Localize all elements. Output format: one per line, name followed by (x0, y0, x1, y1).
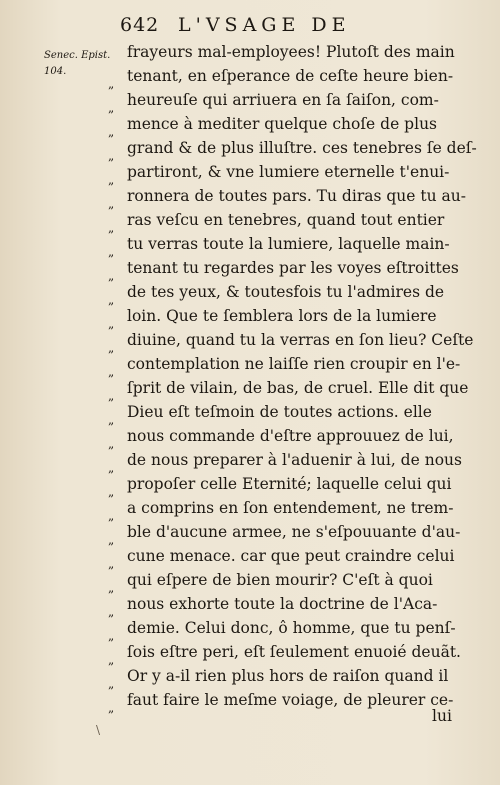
quote-mark: „ (108, 413, 114, 427)
text-line: loin. Que te ſemblera lors de la lumiere (127, 307, 437, 325)
quote-mark: „ (108, 533, 114, 547)
text-line: a comprins en ſon entendement, ne trem- (127, 499, 454, 517)
text-line: tenant tu regardes par les voyes eſtroittes (127, 259, 459, 277)
quote-mark: „ (108, 101, 114, 115)
quote-mark: „ (108, 629, 114, 643)
text-line: de nous preparer à l'aduenir à lui, de nous (127, 451, 462, 469)
text-line: ſois eſtre peri, eſt ſeulement enuoié deuãt. (127, 643, 461, 661)
text-line: faut faire le meſme voiage, de pleurer ce- (127, 691, 454, 709)
quote-mark: „ (108, 485, 114, 499)
text-line: de tes yeux, & toutesfois tu l'admires de (127, 283, 445, 301)
text-line: cune menace. car que peut craindre celui (127, 547, 455, 565)
page-header (120, 14, 480, 40)
quote-mark: „ (108, 557, 114, 571)
quote-mark: „ (108, 173, 114, 187)
quote-mark: „ (108, 317, 114, 331)
running-head: L'VSAGE DE (178, 14, 351, 36)
text-line: tu verras toute la lumiere, laquelle main- (127, 235, 450, 253)
quote-mark: „ (108, 677, 114, 691)
quote-mark: „ (108, 437, 114, 451)
page-number: 642 (120, 14, 160, 36)
quote-mark: „ (108, 509, 114, 523)
text-line: contemplation ne laiſſe rien croupir en l'e- (127, 355, 461, 373)
margin-note (44, 48, 110, 80)
text-line: diuine, quand tu la verras en ſon lieu? Ceſte (127, 331, 474, 349)
quote-mark: „ (108, 581, 114, 595)
text-line: nous exhorte toute la doctrine de l'Aca- (127, 595, 438, 613)
text-line: ble d'aucune armee, ne s'eſpouuante d'au- (127, 523, 461, 541)
text-line: partiront, & vne lumiere eternelle t'enui- (127, 163, 450, 181)
quote-mark: „ (108, 653, 114, 667)
margin-note-number: 104. (44, 66, 67, 77)
text-line: demie. Celui donc, ô homme, que tu penſ- (127, 619, 456, 637)
quote-mark: „ (108, 365, 114, 379)
quote-mark: „ (108, 701, 114, 715)
text-line: Or y a-il rien plus hors de raiſon quand il (127, 667, 449, 685)
text-line: heureuſe qui arriuera en ſa ſaiſon, com- (127, 91, 439, 109)
margin-note-source: Senec. Epist. (44, 50, 111, 61)
quote-mark: „ (108, 197, 114, 211)
quote-mark: „ (108, 77, 114, 91)
text-line: propoſer celle Eternité; laquelle celui qui (127, 475, 452, 493)
text-line: frayeurs mal-employees! Plutoſt des main (127, 43, 455, 61)
quote-mark: „ (108, 293, 114, 307)
text-line: ſprit de vilain, de bas, de cruel. Elle dit que (127, 379, 469, 397)
text-line: qui eſpere de bien mourir? C'eſt à quoi (127, 571, 433, 589)
quote-mark: „ (108, 125, 114, 139)
stray-ink-mark: \ (96, 723, 101, 737)
quote-mark: „ (108, 341, 114, 355)
text-line: ronnera de toutes pars. Tu diras que tu au- (127, 187, 466, 205)
text-line: ras veſcu en tenebres, quand tout entier (127, 211, 445, 229)
quote-mark: „ (108, 245, 114, 259)
quote-mark: „ (108, 605, 114, 619)
quote-mark: „ (108, 389, 114, 403)
quote-mark: „ (108, 149, 114, 163)
text-line: tenant, en eſperance de ceſte heure bien- (127, 67, 454, 85)
quote-mark: „ (108, 269, 114, 283)
text-line: nous commande d'eſtre approuuez de lui, (127, 427, 454, 445)
text-line: Dieu eſt teſmoin de toutes actions. elle (127, 403, 432, 421)
text-line: grand & de plus illuſtre. ces tenebres ſe deſ- (127, 139, 477, 157)
quote-mark: „ (108, 221, 114, 235)
text-line: mence à mediter quelque choſe de plus (127, 115, 437, 133)
quote-mark: „ (108, 461, 114, 475)
catchword: lui (432, 707, 452, 725)
